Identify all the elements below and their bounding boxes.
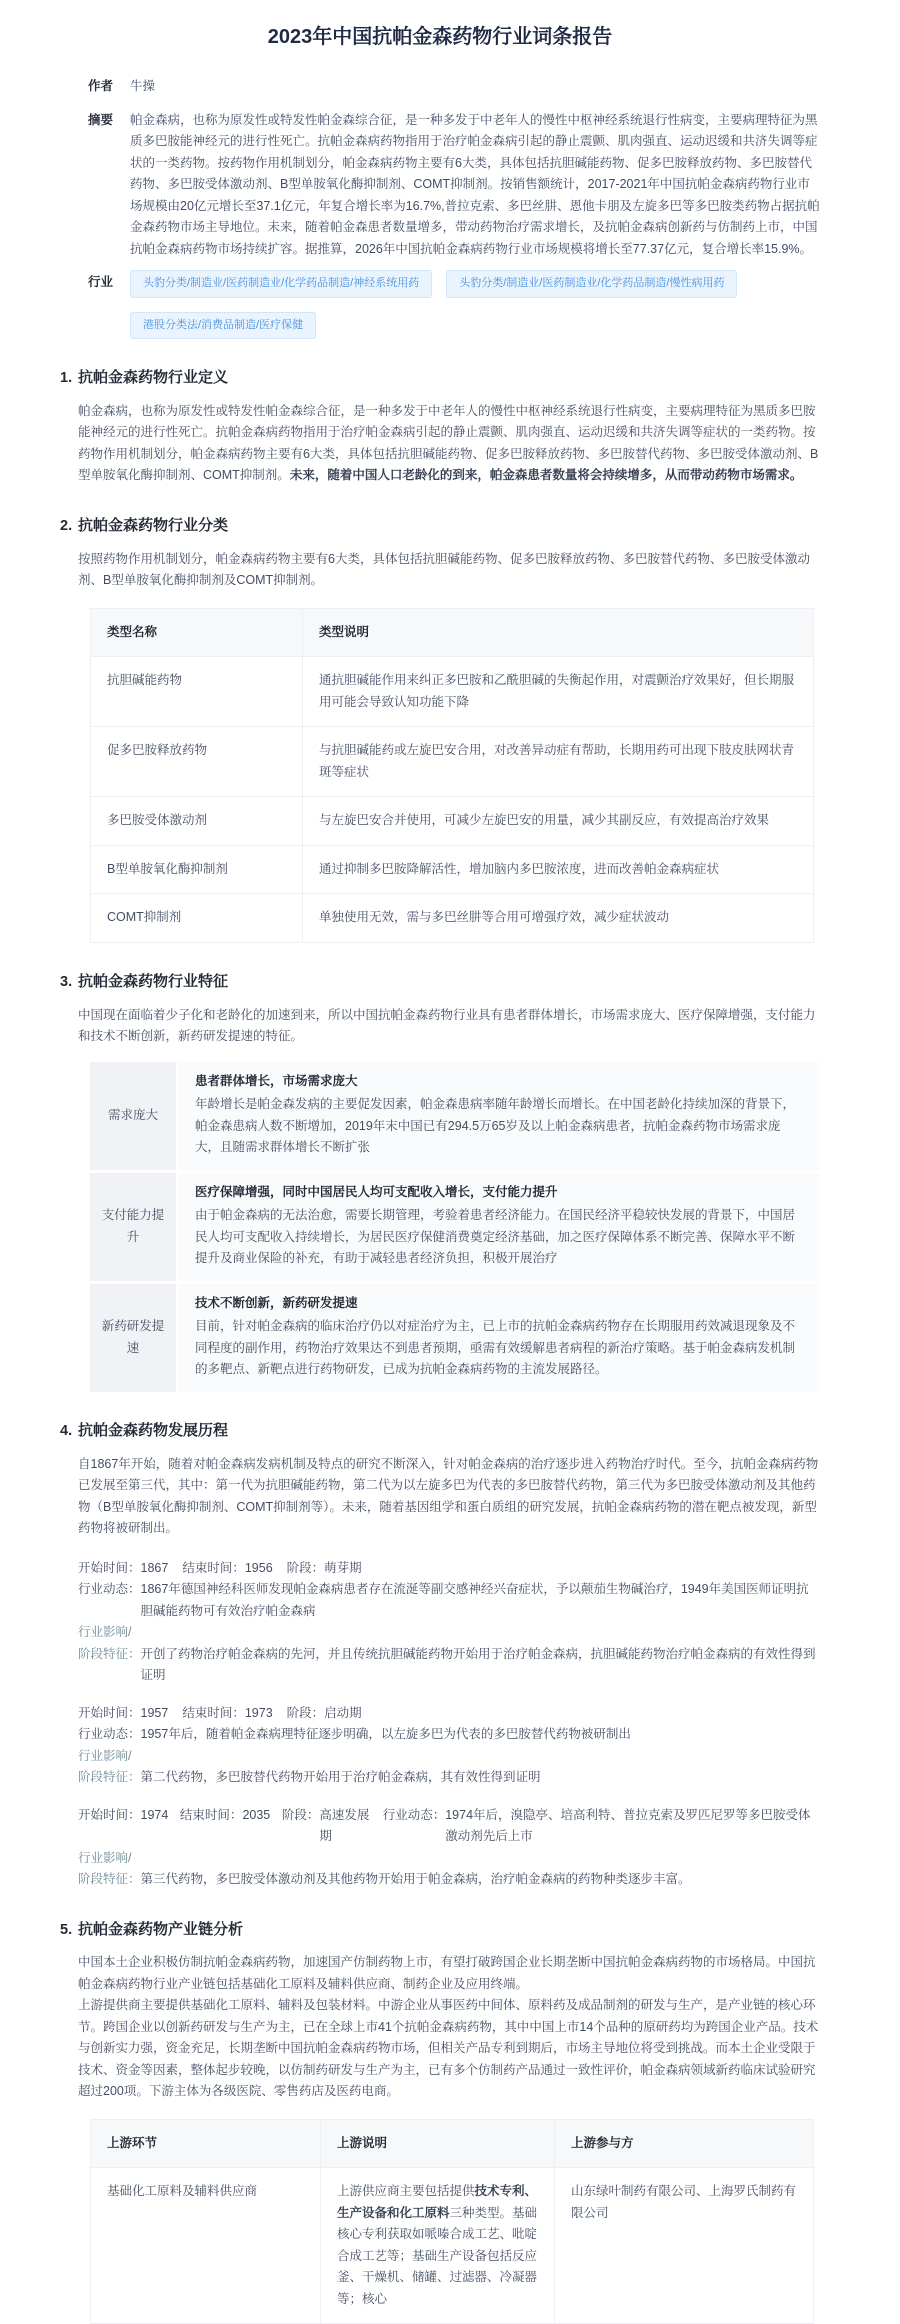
- stage-value: 萌芽期: [324, 1560, 362, 1575]
- upstream-desc-bold: 技术专利、生产设备和化工原料: [337, 2184, 538, 2220]
- upstream-desc-text: 上游供应商主要包括提供: [337, 2184, 475, 2199]
- start-label: 开始时间：: [78, 1560, 141, 1575]
- start-value: 1974: [140, 1807, 169, 1822]
- feature-title: 技术不断创新，新药研发提速: [195, 1295, 358, 1310]
- abstract-text: 帕金森病，也称为原发性或特发性帕金森综合征，是一种多发于中老年人的慢性中枢神经系统退行性病变，主要病理特征为黑质多巴胺能神经元的进行性死亡。抗帕金森病药物指用于治疗帕金森病引起的静止震颤、肌肉强直、运动迟缓和共济失调等症状的一类药物。按药物作用机制划分，帕金森病药物主要有6大类，具体包括抗胆碱能药物、促多巴胺释放药物、多巴胺替代药物、多巴胺受体激动剂、B型单胺氧化酶抑制剂、COMT抑制剂。按销售额统计，2017-2021年中国抗帕金森病药物行业市场规模由20亿元增长至37.1亿元，年复合增长率为16.7%,普拉克索、多巴丝肼、恩他卡朋及左旋多巴等多巴胺类药物占据抗帕金森药物市场主导地位。未来，随着帕金森患者数量增多，带动药物治疗需求增长，及抗帕金森病创新药与仿制药上市，中国抗帕金森病药物市场持续扩容。据推算，2026年中国抗帕金森病药物行业市场规模将增长至77.37亿元，复合增长率15.9%。: [130, 112, 820, 256]
- section-body: [78, 401, 820, 487]
- section-industry-chain: [60, 1917, 820, 2324]
- dynamics-label: 行业动态：: [78, 1582, 141, 1597]
- section-number: 2.: [60, 517, 73, 534]
- section-title: 抗帕金森药物发展历程: [78, 1421, 229, 1439]
- section-body: 按照药物作用机制划分，帕金森病药物主要有6大类，具体包括抗胆碱能药物、促多巴胺释放药物、多巴胺替代药物、多巴胺受体激动剂、B型单胺氧化酶抑制剂及COMT抑制剂。: [78, 551, 810, 588]
- start-label: 开始时间：: [78, 1705, 141, 1720]
- page-title: 2023年中国抗帕金森药物行业词条报告: [267, 26, 613, 48]
- stage-value: 启动期: [324, 1705, 362, 1720]
- table-header-row: [91, 608, 814, 657]
- type-desc: 通过抑制多巴胺降解活性，增加脑内多巴胺浓度，进而改善帕金森病症状: [303, 845, 814, 894]
- end-label: 结束时间：: [182, 1560, 245, 1575]
- definition-bold-text: 未来，随着中国人口老龄化的到来，帕金森患者数量将会持续增多，从而带动药物市场需求。: [289, 468, 803, 483]
- section-body: [78, 1952, 820, 2103]
- section-title: 抗帕金森药物行业特征: [78, 972, 229, 990]
- column-header: 上游参与方: [555, 2119, 814, 2168]
- upstream-desc-text: 三种类型。基础核心专利获取如哌嗪合成工艺、吡啶合成工艺等；基础生产设备包括反应釜、干燥机、储罐、过滤器、冷凝器等；核心: [337, 2205, 538, 2306]
- feature-text: 目前，针对帕金森病的临床治疗仍以对症治疗为主，已上市的抗帕金森病药物存在长期服用药效减退现象及不同程度的副作用，药物治疗效果达不到患者预期，亟需有效缓解患者病程的新治疗策略。基于帕金森病发机制的多靶点、新靶点进行药物研发，已成为抗帕金森病药物的主流发展路径。: [195, 1319, 796, 1377]
- stage-label: 阶段：: [286, 1560, 325, 1575]
- dynamics-label: 行业动态：: [382, 1807, 446, 1822]
- stage-value: 高速发展期: [319, 1807, 370, 1844]
- column-header: 上游环节: [91, 2119, 321, 2168]
- start-value: 1867: [140, 1560, 169, 1575]
- section-number: 1.: [60, 369, 73, 386]
- column-header: 类型说明: [303, 608, 814, 657]
- table-row: [91, 894, 814, 943]
- section-number: 3.: [60, 973, 73, 990]
- upstream-table: [90, 2119, 814, 2324]
- section-body: 自1867年开始，随着对帕金森病发病机制及特点的研究不断深入，针对帕金森病的治疗逐步进入药物治疗时代。至今，抗帕金森病药物已发展至第三代，其中：第一代为抗胆碱能药物，第二代为以左旋多巴为代表的多巴胺替代药物，第三代为多巴胺受体激动剂及其他药物（B型单胺氧化酶抑制剂、COMT抑制剂等）。未来，随着基因组学和蛋白质组的研究发展，抗帕金森病药物的潜在靶点被发现，新型药物将被研制出。: [78, 1456, 819, 1536]
- stage-feature-text: 开创了药物治疗帕金森病的先河，并且传统抗胆碱能药物开始用于治疗帕金森病，抗胆碱能药物治疗帕金森病的有效性得到证明: [140, 1646, 816, 1683]
- type-desc: 与左旋巴安合并使用，可减少左旋巴安的用量，减少其副反应，有效提高治疗效果: [303, 797, 814, 846]
- impact-label: 行业影响/: [78, 1748, 132, 1763]
- table-row: [91, 797, 814, 846]
- table-row: [91, 657, 814, 727]
- industry-row: [88, 272, 820, 338]
- section-body: 中国现在面临着少子化和老龄化的加速到来，所以中国抗帕金森药物行业具有患者群体增长，市场需求庞大、医疗保障增强，支付能力和技术不断创新，新药研发提速的特征。: [78, 1007, 816, 1044]
- upstream-participants: 山东绿叶制药有限公司、上海罗氏制药有限公司: [555, 2168, 814, 2324]
- industry-label: 行业: [88, 275, 114, 290]
- upstream-desc: [321, 2168, 555, 2324]
- timeline-entry: [78, 1703, 820, 1789]
- column-header: 上游说明: [321, 2119, 555, 2168]
- section-history: [60, 1418, 820, 1891]
- type-name: COMT抑制剂: [91, 894, 303, 943]
- type-desc: 与抗胆碱能药或左旋巴安合用，对改善异动症有帮助，长期用药可出现下肢皮肤网状青斑等症状: [303, 727, 814, 797]
- dynamics-text: 1867年德国神经科医师发现帕金森病患者存在流涎等副交感神经兴奋症状，予以颠茄生物碱治疗，1949年美国医师证明抗胆碱能药物可有效治疗帕金森病: [140, 1582, 809, 1618]
- section-title: 抗帕金森药物产业链分析: [78, 1920, 244, 1938]
- section-characteristics: [60, 969, 820, 1392]
- end-value: 1973: [244, 1705, 273, 1720]
- industry-tag[interactable]: 港股分类法/消费品制造/医疗保健: [130, 312, 316, 339]
- stage-feature-text: 第二代药物，多巴胺替代药物开始用于治疗帕金森病，其有效性得到证明: [140, 1770, 541, 1785]
- impact-label: 行业影响/: [78, 1625, 132, 1640]
- stage-feature-label: 阶段特征：: [78, 1770, 141, 1785]
- feature-row: [90, 1062, 820, 1170]
- industry-tag[interactable]: 头豹分类/制造业/医药制造业/化学药品制造/神经系统用药: [130, 270, 432, 297]
- industry-tag[interactable]: 头豹分类/制造业/医药制造业/化学药品制造/慢性病用药: [446, 270, 737, 297]
- feature-label: 新药研发提速: [90, 1284, 176, 1392]
- section-title: 抗帕金森药物行业定义: [78, 368, 229, 386]
- start-value: 1957: [140, 1705, 169, 1720]
- type-desc: 通抗胆碱能作用来纠正多巴胺和乙酰胆碱的失衡起作用，对震颤治疗效果好，但长期服用可能会导致认知功能下降: [303, 657, 814, 727]
- type-name: 抗胆碱能药物: [91, 657, 303, 727]
- dynamics-text: 1974年后，溴隐亭、培高利特、普拉克索及罗匹尼罗等多巴胺受体激动剂先后上市: [445, 1807, 811, 1844]
- chain-paragraph: 中国本土企业积极仿制抗帕金森病药物，加速国产仿制药物上市，有望打破跨国企业长期垄断中国抗帕金森病药物的市场格局。中国抗帕金森病药物行业产业链包括基础化工原料及辅料供应商、制药企业及应用终端。: [78, 1955, 816, 1991]
- type-name: B型单胺氧化酶抑制剂: [91, 845, 303, 894]
- upstream-link: 基础化工原料及辅料供应商: [91, 2168, 321, 2324]
- dynamics-text: 1957年后，随着帕金森病理特征逐步明确，以左旋多巴为代表的多巴胺替代药物被研制出: [140, 1727, 631, 1742]
- stage-feature-label: 阶段特征：: [78, 1872, 141, 1887]
- abstract-label: 摘要: [88, 112, 114, 127]
- section-number: 5.: [60, 1921, 73, 1938]
- industry-tags: [130, 270, 820, 338]
- type-name: 多巴胺受体激动剂: [91, 797, 303, 846]
- end-value: 1956: [244, 1560, 273, 1575]
- section-title: 抗帕金森药物行业分类: [78, 516, 229, 534]
- feature-row: [90, 1173, 820, 1281]
- dynamics-label: 行业动态：: [78, 1727, 141, 1742]
- section-number: 4.: [60, 1422, 73, 1439]
- stage-feature-label: 阶段特征：: [78, 1646, 141, 1661]
- stage-label: 阶段：: [281, 1807, 320, 1822]
- feature-label: 需求庞大: [90, 1062, 176, 1170]
- type-name: 促多巴胺释放药物: [91, 727, 303, 797]
- type-desc: 单独使用无效，需与多巴丝肼等合用可增强疗效，减少症状波动: [303, 894, 814, 943]
- end-value: 2035: [242, 1807, 271, 1822]
- table-row: [91, 845, 814, 894]
- chain-paragraph: 上游提供商主要提供基础化工原料、辅料及包装材料。中游企业从事医药中间体、原料药及成品制剂的研发与生产，是产业链的核心环节。跨国企业以创新药研发与生产为主，已在全球上市41个抗帕金森病药物，其中中国上市14个品种的原研药均为跨国企业产品。技术与创新实力强，资金充足，长期垄断中国抗帕金森病药物市场，但相关产品专利到期后，市场主导地位将受到挑战。而本土企业受限于技术、资金等因素，整体起步较晚，以仿制药研发与生产为主，已有多个仿制药产品通过一致性评价，帕金森病领域新药临床试验研究超过200项。下游主体为各级医院、零售药店及医药电商。: [78, 1998, 819, 2099]
- column-header: 类型名称: [91, 608, 303, 657]
- end-label: 结束时间：: [182, 1705, 245, 1720]
- author-row: [88, 76, 820, 98]
- impact-label: 行业影响/: [78, 1850, 132, 1865]
- feature-title: 患者群体增长，市场需求庞大: [195, 1073, 358, 1088]
- section-definition: [60, 365, 820, 487]
- section-classification: [60, 513, 820, 943]
- feature-text: 由于帕金森病的无法治愈，需要长期管理，考验着患者经济能力。在国民经济平稳较快发展的背景下，中国居民人均可支配收入持续增长，为居民医疗保健消费奠定经济基础，加之医疗保障体系不断完善、保障水平不断提升及商业保险的补充，有助于减轻患者经济负担，积极开展治疗: [195, 1208, 796, 1266]
- stage-label: 阶段：: [286, 1705, 325, 1720]
- author-label: 作者: [88, 79, 114, 94]
- feature-list: [90, 1062, 820, 1392]
- table-row: [91, 727, 814, 797]
- classification-table: [90, 608, 814, 943]
- start-label: 开始时间：: [78, 1807, 141, 1822]
- feature-title: 医疗保障增强，同时中国居民人均可支配收入增长，支付能力提升: [195, 1184, 558, 1199]
- table-header-row: [91, 2119, 814, 2168]
- feature-row: [90, 1284, 820, 1392]
- abstract-row: [88, 110, 820, 261]
- end-label: 结束时间：: [179, 1807, 243, 1822]
- feature-text: 年龄增长是帕金森发病的主要促发因素，帕金森患病率随年龄增长而增长。在中国老龄化持续加深的背景下，帕金森患病人数不断增加，2019年末中国已有294.5万65岁及以上帕金森病患者，抗帕金森药物市场需求庞大，且随需求群体增长不断扩张: [195, 1097, 796, 1155]
- stage-feature-text: 第三代药物，多巴胺受体激动剂及其他药物开始用于帕金森病，治疗帕金森病的药物种类逐步丰富。: [140, 1872, 691, 1887]
- definition-text: 帕金森病，也称为原发性或特发性帕金森综合征，是一种多发于中老年人的慢性中枢神经系统退行性病变，主要病理特征为黑质多巴胺能神经元的进行性死亡。抗帕金森病药物指用于治疗帕金森病引起的静止震颤、肌肉强直、运动迟缓和共济失调等症状的一类药物。按药物作用机制划分，帕金森病药物主要有6大类，具体包括抗胆碱能药物、促多巴胺释放药物、多巴胺替代药物、多巴胺受体激动剂、B型单胺氧化酶抑制剂、COMT抑制剂。: [78, 403, 819, 483]
- timeline-entry: [78, 1805, 820, 1891]
- feature-label: 支付能力提升: [90, 1173, 176, 1281]
- author-value: 牛操: [130, 79, 156, 94]
- table-row: [91, 2168, 814, 2324]
- timeline-entry: [78, 1558, 820, 1687]
- development-timeline: [78, 1558, 820, 1891]
